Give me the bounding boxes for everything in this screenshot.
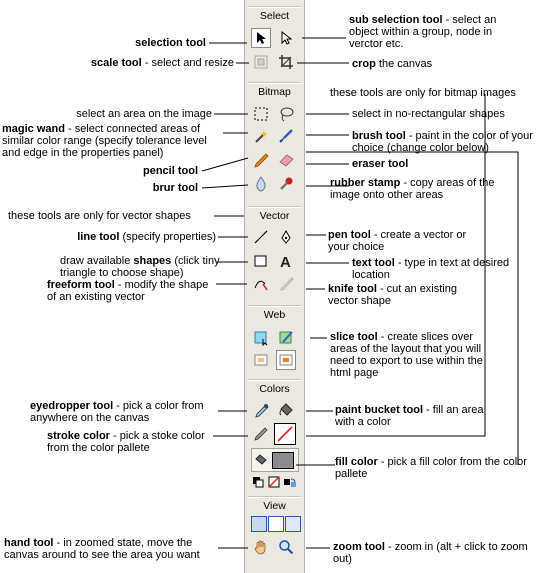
annotation-pen-tool: pen tool - create a vector or your choice [328, 229, 467, 253]
annotation-crop-tool: crop the canvas [352, 58, 433, 70]
section-title-vector: Vector [259, 210, 290, 222]
section-title-bitmap: Bitmap [258, 86, 291, 98]
annotation-shapes: draw available shapes (click tiny triangle to choose shape) [60, 255, 220, 279]
annotation-rubber-stamp: rubber stamp - copy areas of the image onto other areas [330, 177, 495, 201]
section-title-view: View [263, 500, 286, 512]
annotation-fill-color: fill color - pick a fill color from the color pallete [335, 456, 527, 480]
annotation-freeform-tool: freeform tool - modify the shape of an existing vector [47, 279, 209, 303]
annotation-brush-tool: brush tool - paint in the color of your choice (change color below) [352, 130, 533, 154]
annotation-slice-tool: slice tool - create slices over areas of the layout that you will need to export to use within the html page [330, 331, 483, 379]
section-title-web: Web [263, 309, 286, 321]
annotation-text-tool: text tool - type in text at desired location [352, 257, 510, 281]
annotation-scale-tool: scale tool - select and resize [90, 57, 234, 69]
annotation-lasso: select in no-rectangular shapes [352, 108, 505, 120]
annotation-blur-tool: brur tool [152, 182, 198, 194]
annotation-vector-only: these tools are only for vector shapes [8, 210, 191, 222]
annotation-pencil-tool: pencil tool [143, 165, 198, 177]
annotation-eraser-tool: eraser tool [352, 158, 409, 170]
annotation-knife-tool: knife tool - cut an existing vector shape [328, 283, 457, 307]
annotation-hand-tool: hand tool - in zoomed state, move the canvas around to see the area you want [4, 537, 200, 561]
annotation-selection-tool: selection tool [135, 37, 206, 49]
annotation-marquee: select an area on the image [76, 108, 212, 120]
annotation-eyedropper-tool: eyedropper tool - pick a color from anywhere on the canvas [30, 400, 204, 424]
annotation-paint-bucket-tool: paint bucket tool - fill an area with a color [335, 404, 484, 428]
section-title-select: Select [259, 10, 290, 22]
annotation-subselection-tool: sub selection tool - select an object within a group, node in verctor etc. [349, 14, 497, 50]
annotation-zoom-tool: zoom tool - zoom in (alt + click to zoom out) [333, 541, 528, 565]
annotation-stroke-color: stroke color - pick a stoke color from the color pallete [47, 430, 205, 454]
annotation-bitmap-only: these tools are only for bitmap images [330, 87, 516, 99]
section-title-colors: Colors [259, 383, 290, 395]
annotation-line-tool: line tool (specify properties) [77, 231, 216, 243]
svg-text:A: A [280, 254, 291, 269]
annotation-magic-wand: magic wand - select connected areas of similar color range (specify tolerance level and edge in the properties panel) [2, 123, 207, 159]
